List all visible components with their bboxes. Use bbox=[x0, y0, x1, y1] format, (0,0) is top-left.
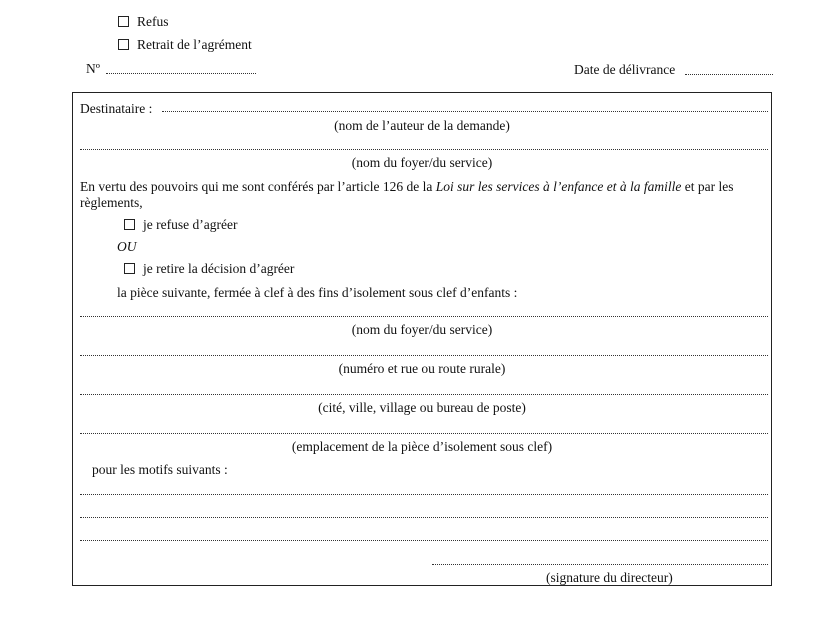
date-label: Date de délivrance bbox=[574, 62, 676, 77]
retrait-checkbox[interactable] bbox=[118, 39, 129, 50]
authority-text-1: En vertu des pouvoirs qui me sont conférés par l’article 126 de la bbox=[80, 179, 436, 194]
reasons-line-1[interactable] bbox=[80, 494, 768, 495]
reasons-line-2[interactable] bbox=[80, 517, 768, 518]
location-field[interactable] bbox=[80, 433, 768, 434]
withdraw-checkbox[interactable] bbox=[124, 263, 135, 274]
refus-option bbox=[118, 14, 169, 30]
caption-city: (cité, ville, village ou bureau de poste) bbox=[318, 400, 526, 415]
caption-location: (emplacement de la pièce d’isolement sous clef) bbox=[291, 439, 553, 454]
refus-checkbox[interactable] bbox=[118, 16, 129, 27]
withdraw-option bbox=[124, 261, 294, 277]
caption-street: (numéro et rue ou route rurale) bbox=[338, 361, 506, 376]
authority-law: Loi sur les services à l’enfance et à la famille bbox=[435, 179, 682, 194]
caption-home-1: (nom du foyer/du service) bbox=[351, 155, 493, 170]
home-name-field-2[interactable] bbox=[80, 316, 768, 317]
caption-home-2: (nom du foyer/du service) bbox=[351, 322, 493, 337]
date-field[interactable] bbox=[685, 74, 773, 75]
withdraw-label: je retire la décision d’agréer bbox=[143, 261, 295, 276]
refuse-label: je refuse d’agréer bbox=[143, 217, 238, 232]
city-field[interactable] bbox=[80, 394, 768, 395]
street-field[interactable] bbox=[80, 355, 768, 356]
destinataire-label: Destinataire : bbox=[80, 101, 153, 116]
number-field[interactable] bbox=[106, 73, 256, 74]
authority-text bbox=[80, 179, 733, 195]
home-name-field[interactable] bbox=[80, 149, 768, 150]
reasons-label: pour les motifs suivants : bbox=[92, 462, 228, 477]
authority-text-3: règlements, bbox=[80, 195, 143, 210]
author-name-field[interactable] bbox=[162, 111, 768, 112]
or-label: OU bbox=[117, 239, 137, 254]
refuse-option bbox=[124, 217, 237, 233]
number-label: Nº bbox=[86, 61, 100, 76]
reasons-line-3[interactable] bbox=[80, 540, 768, 541]
retrait-label: Retrait de l’agrément bbox=[137, 37, 252, 52]
room-text: la pièce suivante, fermée à clef à des fins d’isolement sous clef d’enfants : bbox=[117, 285, 518, 300]
signature-field[interactable] bbox=[432, 564, 768, 565]
refuse-checkbox[interactable] bbox=[124, 219, 135, 230]
authority-text-2: et par les bbox=[681, 179, 734, 194]
refus-label: Refus bbox=[137, 14, 169, 29]
caption-author: (nom de l’auteur de la demande) bbox=[334, 118, 510, 133]
retrait-option bbox=[118, 37, 252, 53]
caption-signature: (signature du directeur) bbox=[546, 570, 673, 585]
